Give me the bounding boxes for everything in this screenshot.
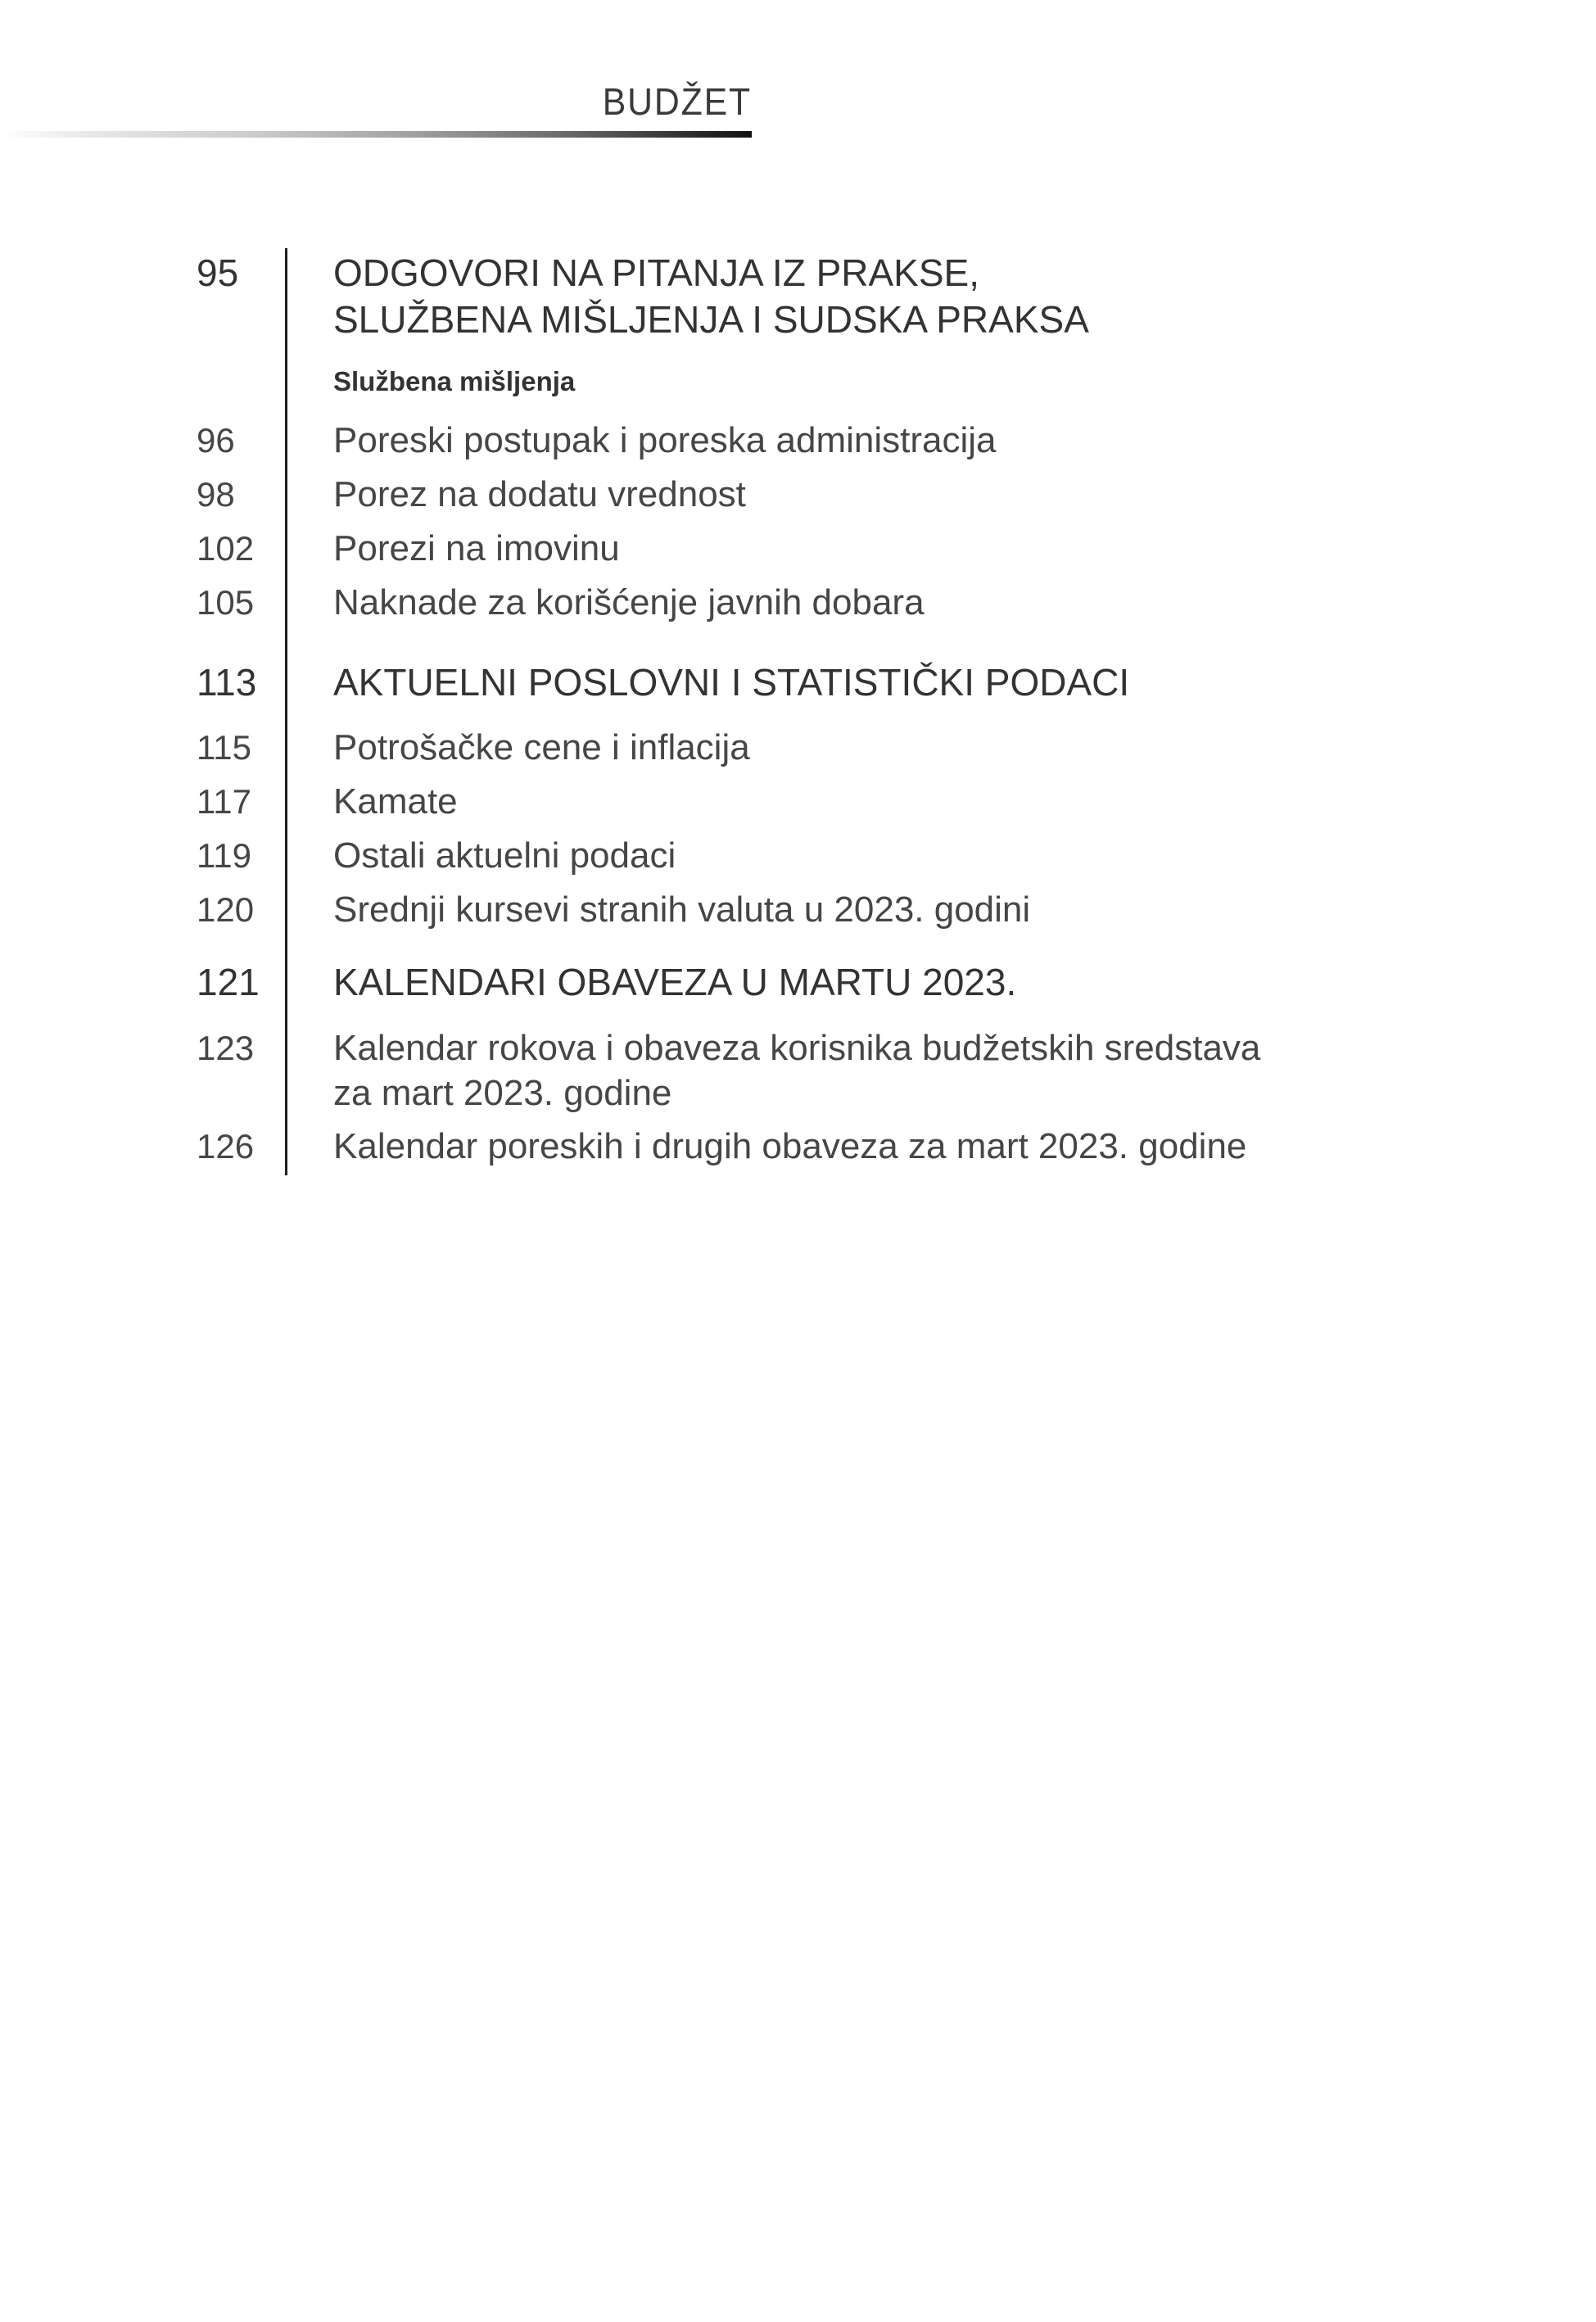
section-title bbox=[333, 250, 1548, 343]
toc-section bbox=[197, 659, 1548, 937]
section-title-line: KALENDARI OBAVEZA U MARTU 2023. bbox=[333, 961, 1017, 1003]
entry-title bbox=[333, 721, 1548, 775]
entry-title-line: Ostali aktuelni podaci bbox=[333, 835, 676, 876]
section-entries bbox=[197, 1021, 1548, 1174]
entry-title bbox=[333, 775, 1548, 829]
entry-title-line: Potrošačke cene i inflacija bbox=[333, 727, 750, 767]
entry-title-line: Porezi na imovinu bbox=[333, 528, 620, 568]
toc-entry-row bbox=[197, 468, 1548, 522]
section-title bbox=[333, 959, 1548, 1006]
entry-title bbox=[333, 829, 1548, 883]
toc-entry-row bbox=[197, 576, 1548, 630]
entry-title-line: Srednji kursevi stranih valuta u 2023. godini bbox=[333, 889, 1031, 930]
entry-title-line: Porez na dodatu vrednost bbox=[333, 474, 746, 514]
entry-page-number: 98 bbox=[197, 475, 235, 514]
section-page-number: 95 bbox=[197, 251, 239, 294]
section-subheading: Službena mišljenja bbox=[333, 366, 576, 396]
running-head-title: BUDŽET bbox=[602, 80, 752, 123]
entry-page-number: 120 bbox=[197, 890, 255, 929]
toc-entry-row bbox=[197, 414, 1548, 468]
section-page-number: 113 bbox=[197, 661, 257, 704]
toc-entry-row bbox=[197, 1120, 1548, 1174]
entry-page-number: 119 bbox=[197, 836, 251, 875]
entry-title bbox=[333, 1025, 1548, 1116]
entry-page-number: 115 bbox=[197, 728, 251, 767]
section-subheading-row bbox=[197, 364, 1548, 399]
toc-entry-row bbox=[197, 829, 1548, 883]
entry-page-number: 96 bbox=[197, 421, 235, 459]
section-page-number: 121 bbox=[197, 961, 260, 1003]
section-title-line: SLUŽBENA MIŠLJENJA I SUDSKA PRAKSA bbox=[333, 298, 1089, 341]
section-title bbox=[333, 659, 1548, 706]
entry-title bbox=[333, 414, 1548, 468]
entry-title-line: Kamate bbox=[333, 781, 458, 822]
section-header-row bbox=[197, 250, 1548, 343]
toc-section bbox=[197, 959, 1548, 1174]
entry-title bbox=[333, 468, 1548, 522]
toc-entry-row bbox=[197, 721, 1548, 775]
entry-title-line: Poreski postupak i poreska administracija bbox=[333, 420, 997, 460]
entry-page-number: 126 bbox=[197, 1127, 255, 1166]
section-title-line: AKTUELNI POSLOVNI I STATISTIČKI PODACI bbox=[333, 661, 1130, 704]
section-header-row bbox=[197, 959, 1548, 1006]
toc-entry-row bbox=[197, 883, 1548, 937]
entry-page-number: 102 bbox=[197, 529, 255, 568]
entry-title bbox=[333, 576, 1548, 630]
toc bbox=[197, 250, 1548, 1174]
toc-entry-row bbox=[197, 522, 1548, 576]
entry-title-line: Kalendar poreskih i drugih obaveza za mart 2023. godine bbox=[333, 1126, 1247, 1166]
empty-number-cell bbox=[197, 364, 333, 399]
entry-title-line: za mart 2023. godine bbox=[333, 1073, 672, 1113]
section-title-line: ODGOVORI NA PITANJA IZ PRAKSE, bbox=[333, 251, 979, 294]
entry-page-number: 105 bbox=[197, 583, 255, 622]
entry-title bbox=[333, 522, 1548, 576]
toc-entry-row bbox=[197, 1021, 1548, 1120]
toc-entry-row bbox=[197, 775, 1548, 829]
entry-title-line: Kalendar rokova i obaveza korisnika budžetskih sredstava bbox=[333, 1028, 1261, 1068]
entry-page-number: 117 bbox=[197, 782, 251, 821]
header-gradient-rule bbox=[0, 131, 752, 138]
entry-title-line: Naknade za korišćenje javnih dobara bbox=[333, 582, 925, 622]
toc-section bbox=[197, 250, 1548, 630]
section-header-row bbox=[197, 659, 1548, 706]
entry-page-number: 123 bbox=[197, 1029, 255, 1067]
entry-title bbox=[333, 883, 1548, 937]
entry-title bbox=[333, 1120, 1548, 1174]
section-entries bbox=[197, 721, 1548, 937]
section-entries bbox=[197, 414, 1548, 630]
